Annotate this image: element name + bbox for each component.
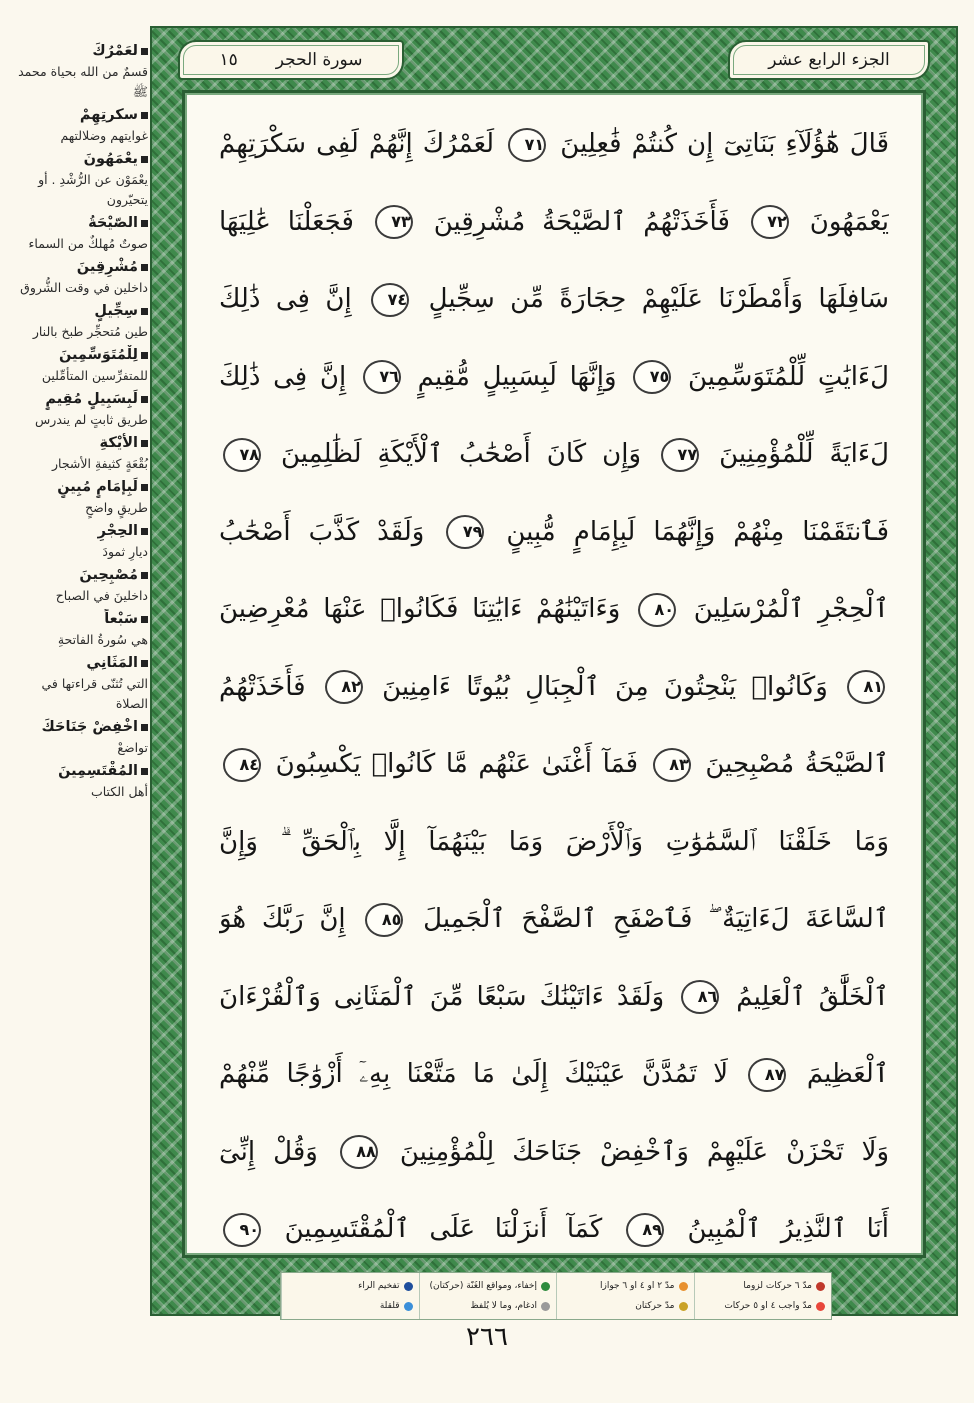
- glossary-term: [8, 521, 148, 542]
- color-dot-icon: [541, 1302, 550, 1311]
- verse-text: فَجَعَلْنَا عَٰلِيَهَا: [219, 206, 354, 237]
- color-dot-icon: [404, 1282, 413, 1291]
- verse-text: لَءَايَةً لِّلْمُؤْمِنِينَ: [719, 439, 889, 469]
- square-bullet-icon: [141, 156, 148, 163]
- glossary-term: [8, 761, 148, 782]
- glossary-definition: طين مُتحجِّر طبخ بالنار: [32, 324, 148, 339]
- legend-label: إخفاء، ومواقع الغُنَّة (حركتان): [429, 1281, 537, 1291]
- color-dot-icon: [679, 1302, 688, 1311]
- surah-header: [178, 40, 404, 80]
- surah-page-number: ١٥: [219, 50, 238, 70]
- ayah-number-marker: ٨٦: [681, 980, 719, 1014]
- glossary-term-text: لعَمْرُكَ: [92, 43, 138, 59]
- ayah-number-marker: ٨٤: [223, 748, 261, 782]
- ayah-number-marker: ٧٩: [446, 515, 484, 549]
- verse-text: ٱلصَّيْحَةُ مُصْبِحِينَ: [705, 749, 889, 779]
- verse-text: أَنَا ٱلنَّذِيرُ ٱلْمُبِينُ: [687, 1214, 889, 1244]
- glossary-term: [8, 653, 148, 674]
- verse-panel: [185, 93, 923, 1255]
- verse-line: [219, 1117, 889, 1187]
- ayah-number-marker: ٧٤: [371, 283, 409, 317]
- legend-item: [563, 1281, 688, 1291]
- color-dot-icon: [679, 1282, 688, 1291]
- glossary-term-text: المُقْتَسِمِينَ: [58, 763, 138, 779]
- glossary-definition: للمتفرِّسين المتأمِّلين: [41, 368, 148, 383]
- verse-text: فَأَخَذَتْهُمُ: [219, 671, 306, 702]
- verse-text: ٱلْخَلَّٰقُ ٱلْعَلِيمُ: [736, 981, 889, 1012]
- color-dot-icon: [816, 1302, 825, 1311]
- verse-text: وَلَا تَحْزَنْ عَلَيْهِمْ وَٱخْفِضْ جَنَاحَكَ لِلْمُؤْمِنِينَ: [399, 1136, 889, 1167]
- legend-item: [701, 1281, 826, 1291]
- glossary-definition: داخلينَ في الصباح: [55, 588, 148, 603]
- glossary-term: [8, 149, 148, 170]
- verse-text: ٱلْحِجْرِ ٱلْمُرْسَلِينَ: [693, 594, 889, 624]
- verse-line: [219, 109, 889, 179]
- verse-text: فَمَآ أَغْنَىٰ عَنْهُم مَّا كَانُوا۟ يَكْسِبُونَ: [275, 749, 639, 779]
- ayah-number-marker: ٧٥: [633, 360, 671, 394]
- glossary-term-text: مُصْبِحِينَ: [79, 567, 138, 583]
- glossary-term: [8, 257, 148, 278]
- glossary-definition: يعْمَوْن عن الرُّشْدِ . أو يتحيّرون: [38, 172, 148, 207]
- glossary-definition: أهل الكتاب: [90, 784, 148, 799]
- ayah-number-marker: ٨٠: [638, 593, 676, 627]
- glossary-term-text: مُشْرِقِينَ: [76, 259, 138, 275]
- glossary-term-text: لِلْمُتَوَسِّمِينَ: [58, 347, 138, 363]
- legend-column: [281, 1273, 419, 1319]
- verse-line: [219, 884, 889, 954]
- glossary-term-text: الصّيْحَةُ: [88, 215, 138, 231]
- verse-text: يَعْمَهُونَ: [809, 206, 889, 237]
- legend-label: مدّ حركتان: [635, 1301, 675, 1311]
- verse-text: وَءَاتَيْنَٰهُمْ ءَايَٰتِنَا فَكَانُوا۟ عَنْهَا مُعْرِضِينَ: [219, 594, 621, 624]
- glossary-term-text: يعْمَهُونَ: [83, 151, 138, 167]
- verse-line: [219, 342, 889, 412]
- square-bullet-icon: [141, 396, 148, 403]
- legend-column: [419, 1273, 557, 1319]
- verse-line: [219, 729, 889, 799]
- ayah-number-marker: ٧٨: [223, 438, 261, 472]
- legend-label: تفخيم الراء: [358, 1281, 400, 1291]
- glossary-term: [8, 41, 148, 62]
- glossary-term-text: الأيْكةِ: [99, 435, 138, 451]
- verse-text: وَمَا خَلَقْنَا ٱلسَّمَٰوَٰتِ وَٱلْأَرْضَ وَمَا بَيْنَهُمَآ إِلَّا بِٱلْحَقِّ ۗ وَإِنَّ: [219, 826, 889, 857]
- tajweed-legend: [280, 1272, 832, 1320]
- glossary-definition: طريق ثابتٍ لم يندرس: [35, 412, 148, 427]
- ayah-number-marker: ٨٢: [325, 670, 363, 704]
- glossary-term: [8, 717, 148, 738]
- color-dot-icon: [541, 1282, 550, 1291]
- verse-text: إِنَّ فِى ذَٰلِكَ: [219, 284, 352, 314]
- square-bullet-icon: [141, 308, 148, 315]
- juz-header: [728, 40, 930, 80]
- legend-item: [426, 1281, 551, 1291]
- verse-text: قَالَ هَٰٓؤُلَآءِ بَنَاتِىٓ إِن كُنتُمْ فَٰعِلِينَ: [560, 129, 889, 159]
- glossary-definition: طريقٍ واضحٍ: [85, 500, 148, 515]
- verse-line: [219, 574, 889, 644]
- legend-item: [288, 1281, 413, 1291]
- square-bullet-icon: [141, 528, 148, 535]
- verse-line: [219, 187, 889, 257]
- glossary-definition: غوايتهم وضلالتهم: [60, 128, 148, 143]
- glossary-column: [8, 38, 148, 1358]
- text-border: [182, 90, 926, 1258]
- glossary-term: [8, 105, 148, 126]
- legend-label: مدّ ٦ حركات لزوماً: [743, 1281, 812, 1291]
- ayah-number-marker: ٧٣: [375, 205, 413, 239]
- verse-line: [219, 1194, 889, 1264]
- square-bullet-icon: [141, 264, 148, 271]
- square-bullet-icon: [141, 768, 148, 775]
- ayah-number-marker: ٧٧: [661, 438, 699, 472]
- verse-text: ٱلسَّاعَةَ لَءَاتِيَةٌ ۖ فَٱصْفَحِ ٱلصَّفْحَ ٱلْجَمِيلَ: [423, 904, 889, 934]
- legend-label: قلقلة: [379, 1301, 400, 1311]
- ayah-number-marker: ٧٢: [751, 205, 789, 239]
- glossary-term-text: لَبِسَبِيلٍ مُقِيمٍ: [45, 391, 138, 407]
- verse-text: وَكَانُوا۟ يَنْحِتُونَ مِنَ ٱلْجِبَالِ بُيُوتًا ءَامِنِينَ: [382, 671, 828, 702]
- verse-text: إِنَّ رَبَّكَ هُوَ: [219, 904, 346, 934]
- glossary-term: [8, 609, 148, 630]
- legend-column: [694, 1273, 832, 1319]
- legend-item: [563, 1301, 688, 1311]
- glossary-term-text: المَثَانِي: [86, 655, 138, 671]
- square-bullet-icon: [141, 220, 148, 227]
- page-number: ٢٦٦: [466, 1322, 508, 1352]
- legend-item: [288, 1301, 413, 1311]
- verse-text: وَلَقَدْ كَذَّبَ أَصْحَٰبُ: [219, 516, 425, 547]
- verse-text: فَأَخَذَتْهُمُ ٱلصَّيْحَةُ مُشْرِقِينَ: [433, 206, 730, 237]
- verse-line: [219, 497, 889, 567]
- square-bullet-icon: [141, 616, 148, 623]
- legend-label: مدّ واجب ٤ او ٥ حركات: [724, 1301, 812, 1311]
- ayah-number-marker: ٧١: [508, 128, 546, 162]
- ayah-number-marker: ٨١: [847, 670, 885, 704]
- ayah-number-marker: ٨٧: [748, 1058, 786, 1092]
- glossary-definition: داخلين في وقت الشُّروق: [20, 280, 148, 295]
- verse-text: ٱلْعَظِيمَ: [806, 1059, 889, 1089]
- glossary-definition: هي سُورةُ الفاتحةِ: [57, 632, 148, 647]
- verse-text: وَإِنَّهَا لَبِسَبِيلٍ مُّقِيمٍ: [417, 361, 617, 392]
- verse-line: [219, 652, 889, 722]
- ayah-number-marker: ٨٩: [626, 1213, 664, 1247]
- verse-line: [219, 264, 889, 334]
- verse-text: إِنَّ فِى ذَٰلِكَ: [219, 361, 347, 392]
- legend-label: مدّ ٢ او ٤ او ٦ جوازاً: [599, 1281, 675, 1291]
- glossary-term-text: سَبْعاً: [104, 611, 138, 627]
- square-bullet-icon: [141, 48, 148, 55]
- glossary-definition: تواضعْ: [117, 740, 148, 755]
- verse-line: [219, 1039, 889, 1109]
- verse-text: سَافِلَهَا وَأَمْطَرْنَا عَلَيْهِمْ حِجَارَةً مِّن سِجِّيلٍ: [428, 284, 889, 314]
- glossary-term: [8, 389, 148, 410]
- glossary-term: [8, 301, 148, 322]
- glossary-term-text: لَبِإمَامٍ مُبِينٍ: [57, 479, 138, 495]
- glossary-term: [8, 433, 148, 454]
- verse-text: كَمَآ أَنزَلْنَا عَلَى ٱلْمُقْتَسِمِينَ: [284, 1214, 603, 1244]
- square-bullet-icon: [141, 352, 148, 359]
- glossary-definition: قسمٌ من الله بحياة محمد ﷺ: [18, 64, 148, 99]
- surah-label: سورة الحجر: [275, 50, 363, 70]
- legend-column: [556, 1273, 694, 1319]
- verse-text: لَءَايَٰتٍ لِّلْمُتَوَسِّمِينَ: [687, 361, 889, 392]
- ayah-number-marker: ٨٥: [365, 903, 403, 937]
- verse-line: [219, 807, 889, 877]
- legend-item: [701, 1301, 826, 1311]
- square-bullet-icon: [141, 724, 148, 731]
- glossary-term-text: سِجِّيلٍ: [94, 303, 138, 319]
- ayah-number-marker: ٧٦: [363, 360, 401, 394]
- juz-label: الجزء الرابع عشر: [768, 50, 890, 70]
- ayah-number-marker: ٨٣: [653, 748, 691, 782]
- square-bullet-icon: [141, 660, 148, 667]
- glossary-term: [8, 477, 148, 498]
- verse-text: وَقُلْ إِنِّىٓ: [219, 1136, 318, 1167]
- square-bullet-icon: [141, 440, 148, 447]
- color-dot-icon: [816, 1282, 825, 1291]
- verse-text: لَعَمْرُكَ إِنَّهُمْ لَفِى سَكْرَتِهِمْ: [219, 129, 495, 159]
- glossary-definition: التي تُثنّى قراءتها في الصلاة: [41, 676, 148, 711]
- glossary-term-text: سكرتِهِمْ: [79, 107, 138, 123]
- verse-text: وَإِن كَانَ أَصْحَٰبُ ٱلْأَيْكَةِ لَظَٰلِمِينَ: [281, 439, 642, 469]
- glossary-definition: بُقْعَةٍ كثيفةِ الأشجار: [52, 456, 148, 471]
- page-frame: [150, 26, 958, 1316]
- verse-line: [219, 419, 889, 489]
- verse-text: وَلَقَدْ ءَاتَيْنَٰكَ سَبْعًا مِّنَ ٱلْمَثَانِى وَٱلْقُرْءَانَ: [219, 981, 665, 1012]
- verse-text: لَا تَمُدَّنَّ عَيْنَيْكَ إِلَىٰ مَا مَتَّعْنَا بِهِۦٓ أَزْوَٰجًا مِّنْهُمْ: [219, 1059, 729, 1089]
- glossary-definition: ديارِ ثمودَ: [102, 544, 148, 559]
- glossary-definition: صوتٌ مُهلكٌ من السماء: [28, 236, 148, 251]
- square-bullet-icon: [141, 572, 148, 579]
- glossary-term: [8, 213, 148, 234]
- ayah-number-marker: ٩٠: [223, 1213, 261, 1247]
- square-bullet-icon: [141, 112, 148, 119]
- glossary-term: [8, 565, 148, 586]
- verse-text: فَٱنتَقَمْنَا مِنْهُمْ وَإِنَّهُمَا لَبِإِمَامٍ مُّبِينٍ: [506, 516, 889, 547]
- ayah-number-marker: ٨٨: [340, 1135, 378, 1169]
- glossary-term: [8, 345, 148, 366]
- color-dot-icon: [404, 1302, 413, 1311]
- verse-line: [219, 962, 889, 1032]
- square-bullet-icon: [141, 484, 148, 491]
- glossary-term-text: اخْفِضْ جَنَاحَكَ: [41, 719, 138, 735]
- glossary-term-text: الحِجْرِ: [97, 523, 138, 539]
- legend-item: [426, 1301, 551, 1311]
- legend-label: ادغام، وما لا يُلفظ: [470, 1301, 537, 1311]
